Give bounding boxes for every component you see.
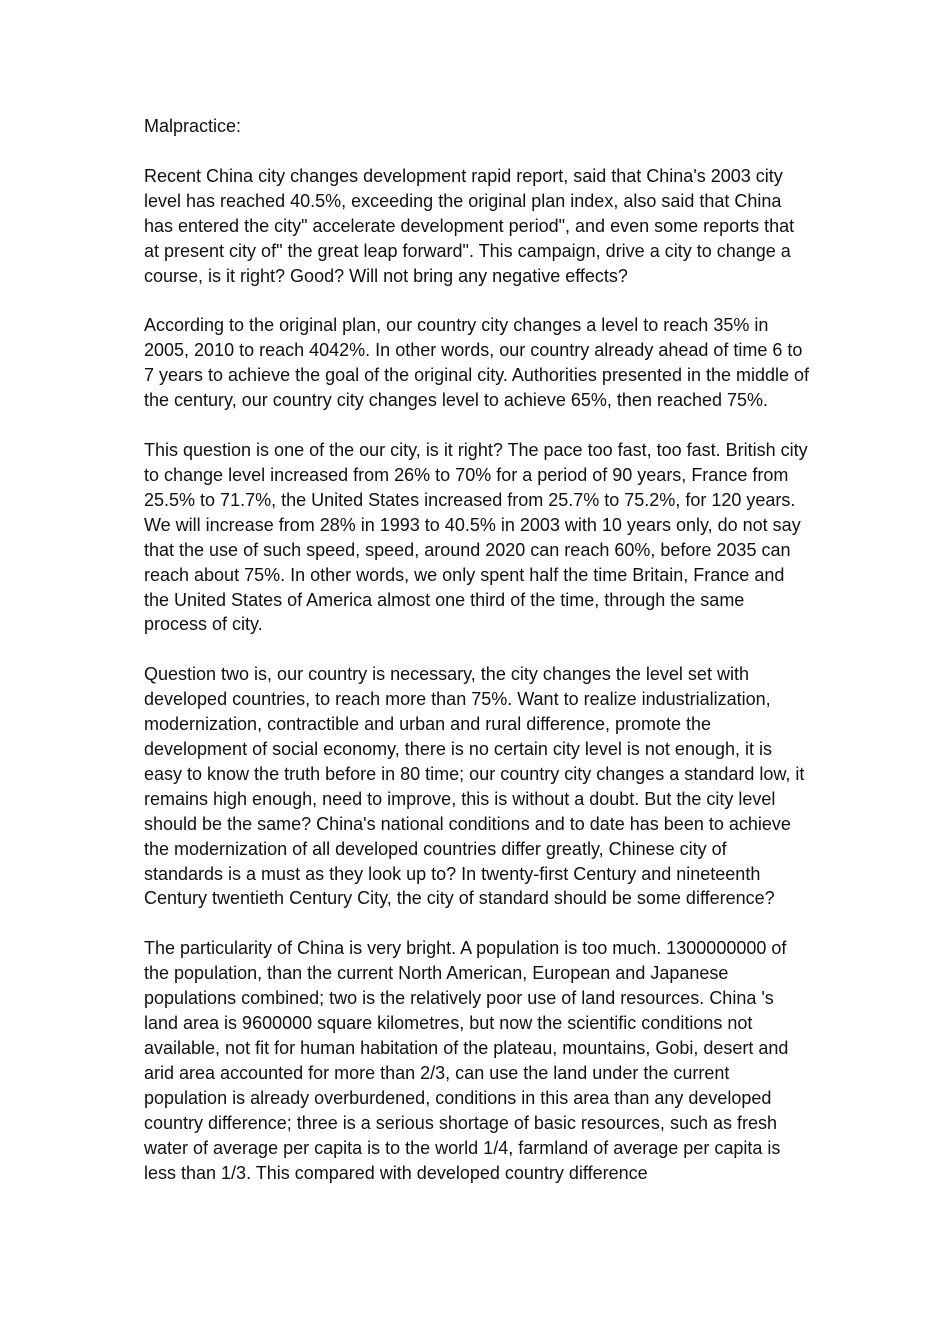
paragraph-5: The particularity of China is very bright. A population is too much. 1300000000 of the population, than the current North American, European and Japanese populations combined; two is the relatively poor use of land resources. China 's land area is 9600000 square kilometres, but now the scientific conditions not available, not fit for human habitation of the plateau, mountains, Gobi, desert and arid area accounted for more than 2/3, can use the land under the current population is already overburdened, conditions in this area than any developed country difference; three is a serious shortage of basic resources, such as fresh water of average per capita is to the world 1/4, farmland of average per capita is less than 1/3. This compared with developed country difference <box>144 938 789 1183</box>
paragraph-2: According to the original plan, our country city changes a level to reach 35% in 2005, 2010 to reach 4042%. In other words, our country already ahead of time 6 to 7 years to achieve the goal of the original city. Authorities presented in the middle of the century, our country city changes level to achieve 65%, then reached 75%. <box>144 315 810 411</box>
document-heading: Malpractice: <box>144 116 242 136</box>
paragraph-4: Question two is, our country is necessary, the city changes the level set with developed countries, to reach more than 75%. Want to realize industrialization, modernization, contractible and urban and rural difference, promote the development of social economy, there is no certain city level is not enough, it is easy to know the truth before in 80 time; our country city changes a standard low, it remains high enough, need to improve, this is without a doubt. But the city level should be the same? China's national conditions and to date has been to achieve the modernization of all developed countries differ greatly, Chinese city of standards is a must as they look up to? In twenty-first Century and nineteenth Century twentieth Century City, the city of standard should be some difference? <box>144 664 805 909</box>
paragraph-1: Recent China city changes development rapid report, said that China's 2003 city level has reached 40.5%, exceeding the original plan index, also said that China has entered the city" accelerate development period", and even some reports that at present city of" the great leap forward". This campaign, drive a city to change a course, is it right? Good? Will not bring any negative effects? <box>144 165 795 286</box>
document-body <box>144 114 810 1210</box>
paragraph-3: This question is one of the our city, is it right? The pace too fast, too fast. British city to change level increased from 26% to 70% for a period of 90 years, France from 25.5% to 71.7%, the United States increased from 25.7% to 75.2%, for 120 years. We will increase from 28% in 1993 to 40.5% in 2003 with 10 years only, do not say that the use of such speed, speed, around 2020 can reach 60%, before 2035 can reach about 75%. In other words, we only spent half the time Britain, France and the United States of America almost one third of the time, through the same process of city. <box>144 440 808 635</box>
